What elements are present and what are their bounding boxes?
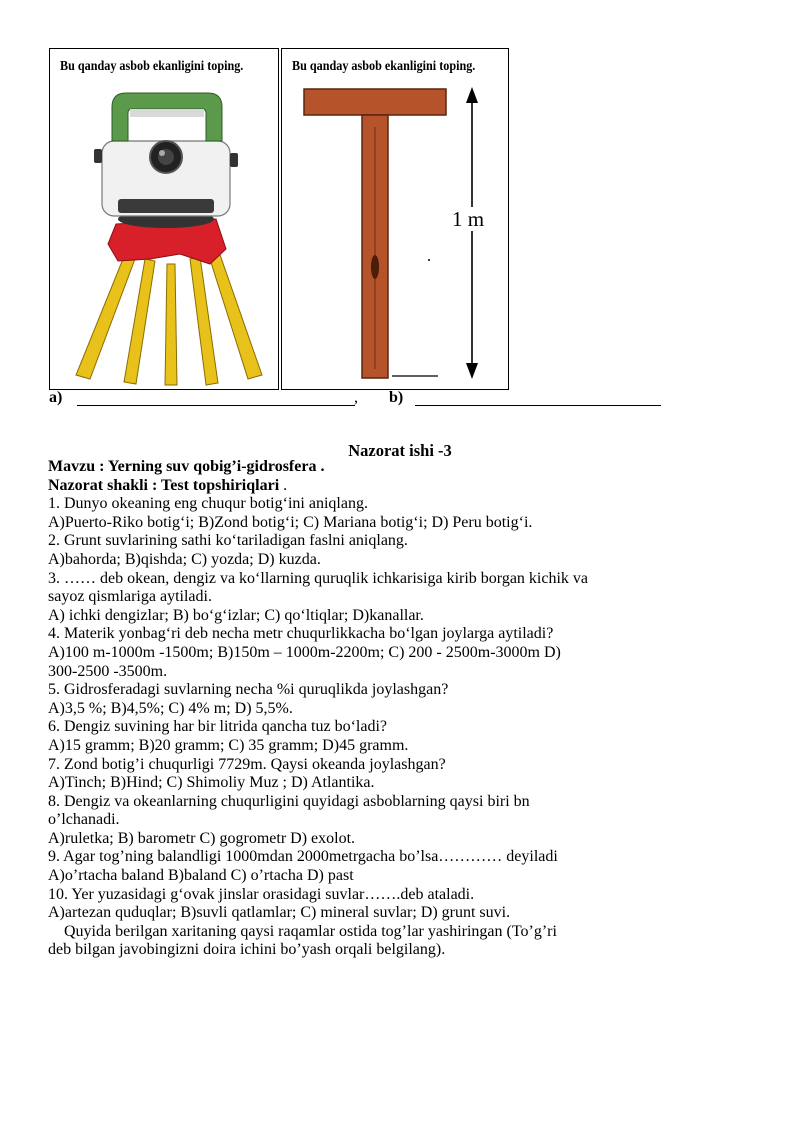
answer-blanks-row	[49, 389, 689, 411]
tripod-legs	[76, 249, 262, 385]
question-line: 6. Dengiz suvining har bir litrida qancha tuz bo‘ladi?	[48, 718, 388, 736]
options-line: A)Tinch; B)Hind; C) Shimoliy Muz ; D) Atlantika.	[48, 774, 375, 792]
page-title: Nazorat ishi -3	[348, 441, 452, 460]
question-line: 5. Gidrosferadagi suvlarning necha %i quruqlikda joylashgan?	[48, 681, 449, 699]
options-line: A)100 m-1000m -1500m; B)150m – 1000m-2200m; C) 200 - 2500m-3000m D)	[48, 643, 561, 661]
question-line: 2. Grunt suvlarining sathi ko‘tariladigan faslni aniqlang.	[48, 532, 408, 550]
staff-figure	[281, 48, 509, 390]
question-line: sayoz qismlariga aytiladi.	[48, 588, 212, 606]
options-line: A)artezan quduqlar; B)suvli qatlamlar; C) mineral suvlar; D) grunt suvi.	[48, 904, 511, 922]
answer-b-blank[interactable]	[415, 405, 661, 406]
instruction-line: Quyida berilgan xaritaning qaysi raqamlar ostida tog’lar yashiringan (To’g’ri	[64, 922, 557, 940]
form-label: Nazorat shakli : Test topshiriqlari	[48, 476, 280, 494]
answer-b-label: b)	[389, 389, 404, 406]
options-line: A)Puerto-Riko botig‘i; B)Zond botig‘i; C) Mariana botig‘i; D) Peru botig‘i.	[48, 513, 533, 531]
left-figure-caption: Bu qanday asbob ekanligini toping.	[60, 58, 244, 73]
answer-a-blank[interactable]	[77, 405, 355, 406]
right-figure-caption: Bu qanday asbob ekanligini toping.	[292, 58, 476, 73]
instruction-line: deb bilgan javobingizni doira ichini bo’yash orqali belgilang).	[48, 941, 446, 959]
level-instrument-figure	[49, 48, 279, 390]
question-line: 9. Agar tog’ning balandligi 1000mdan 2000metrgacha bo’lsa………… deyiladi	[48, 848, 558, 866]
question-line: 8. Dengiz va okeanlarning chuqurligini quyidagi asboblarning qaysi biri bn	[48, 792, 530, 810]
form-line	[48, 477, 768, 496]
options-line: A) ichki dengizlar; B) bo‘g‘izlar; C) qo‘ltiqlar; D)kanallar.	[48, 606, 424, 624]
test-body	[48, 458, 768, 960]
form-dot: .	[279, 476, 288, 494]
options-line: A)ruletka; B) barometr C) gogrometr D) exolot.	[48, 829, 356, 847]
options-line: A)bahorda; B)qishda; C) yozda; D) kuzda.	[48, 550, 321, 568]
options-line: 300-2500 -3500m.	[48, 662, 168, 680]
topic-line: Mavzu : Yerning suv qobig’i-gidrosfera .	[48, 458, 325, 475]
question-line: 10. Yer yuzasidagi g‘ovak jinslar orasidagi suvlar…….deb ataladi.	[48, 885, 475, 903]
answer-a-comma: ,	[354, 389, 358, 406]
question-line: 4. Materik yonbag‘ri deb necha metr chuqurlikkacha bo‘lgan joylarga aytiladi?	[48, 625, 554, 643]
options-line: A)3,5 %; B)4,5%; C) 4% m; D) 5,5%.	[48, 699, 293, 717]
question-line: 1. Dunyo okeaning eng chuqur botig‘ini aniqlang.	[48, 495, 368, 513]
question-line: 3. …… deb okean, dengiz va ko‘llarning quruqlik ichkarisiga kirib borgan kichik va	[48, 569, 589, 587]
question-line: 7. Zond botig’i chuqurligi 7729m. Qaysi okeanda joylashgan?	[48, 755, 446, 773]
answer-a-label: a)	[49, 389, 63, 406]
measure-label: 1 m	[452, 207, 485, 231]
options-line: A)15 gramm; B)20 gramm; C) 35 gramm; D)45 gramm.	[48, 736, 409, 754]
level-instrument-illustration	[50, 49, 278, 389]
question-line: o’lchanadi.	[48, 811, 120, 829]
options-line: A)o’rtacha baland B)baland C) o’rtacha D) past	[48, 867, 354, 885]
